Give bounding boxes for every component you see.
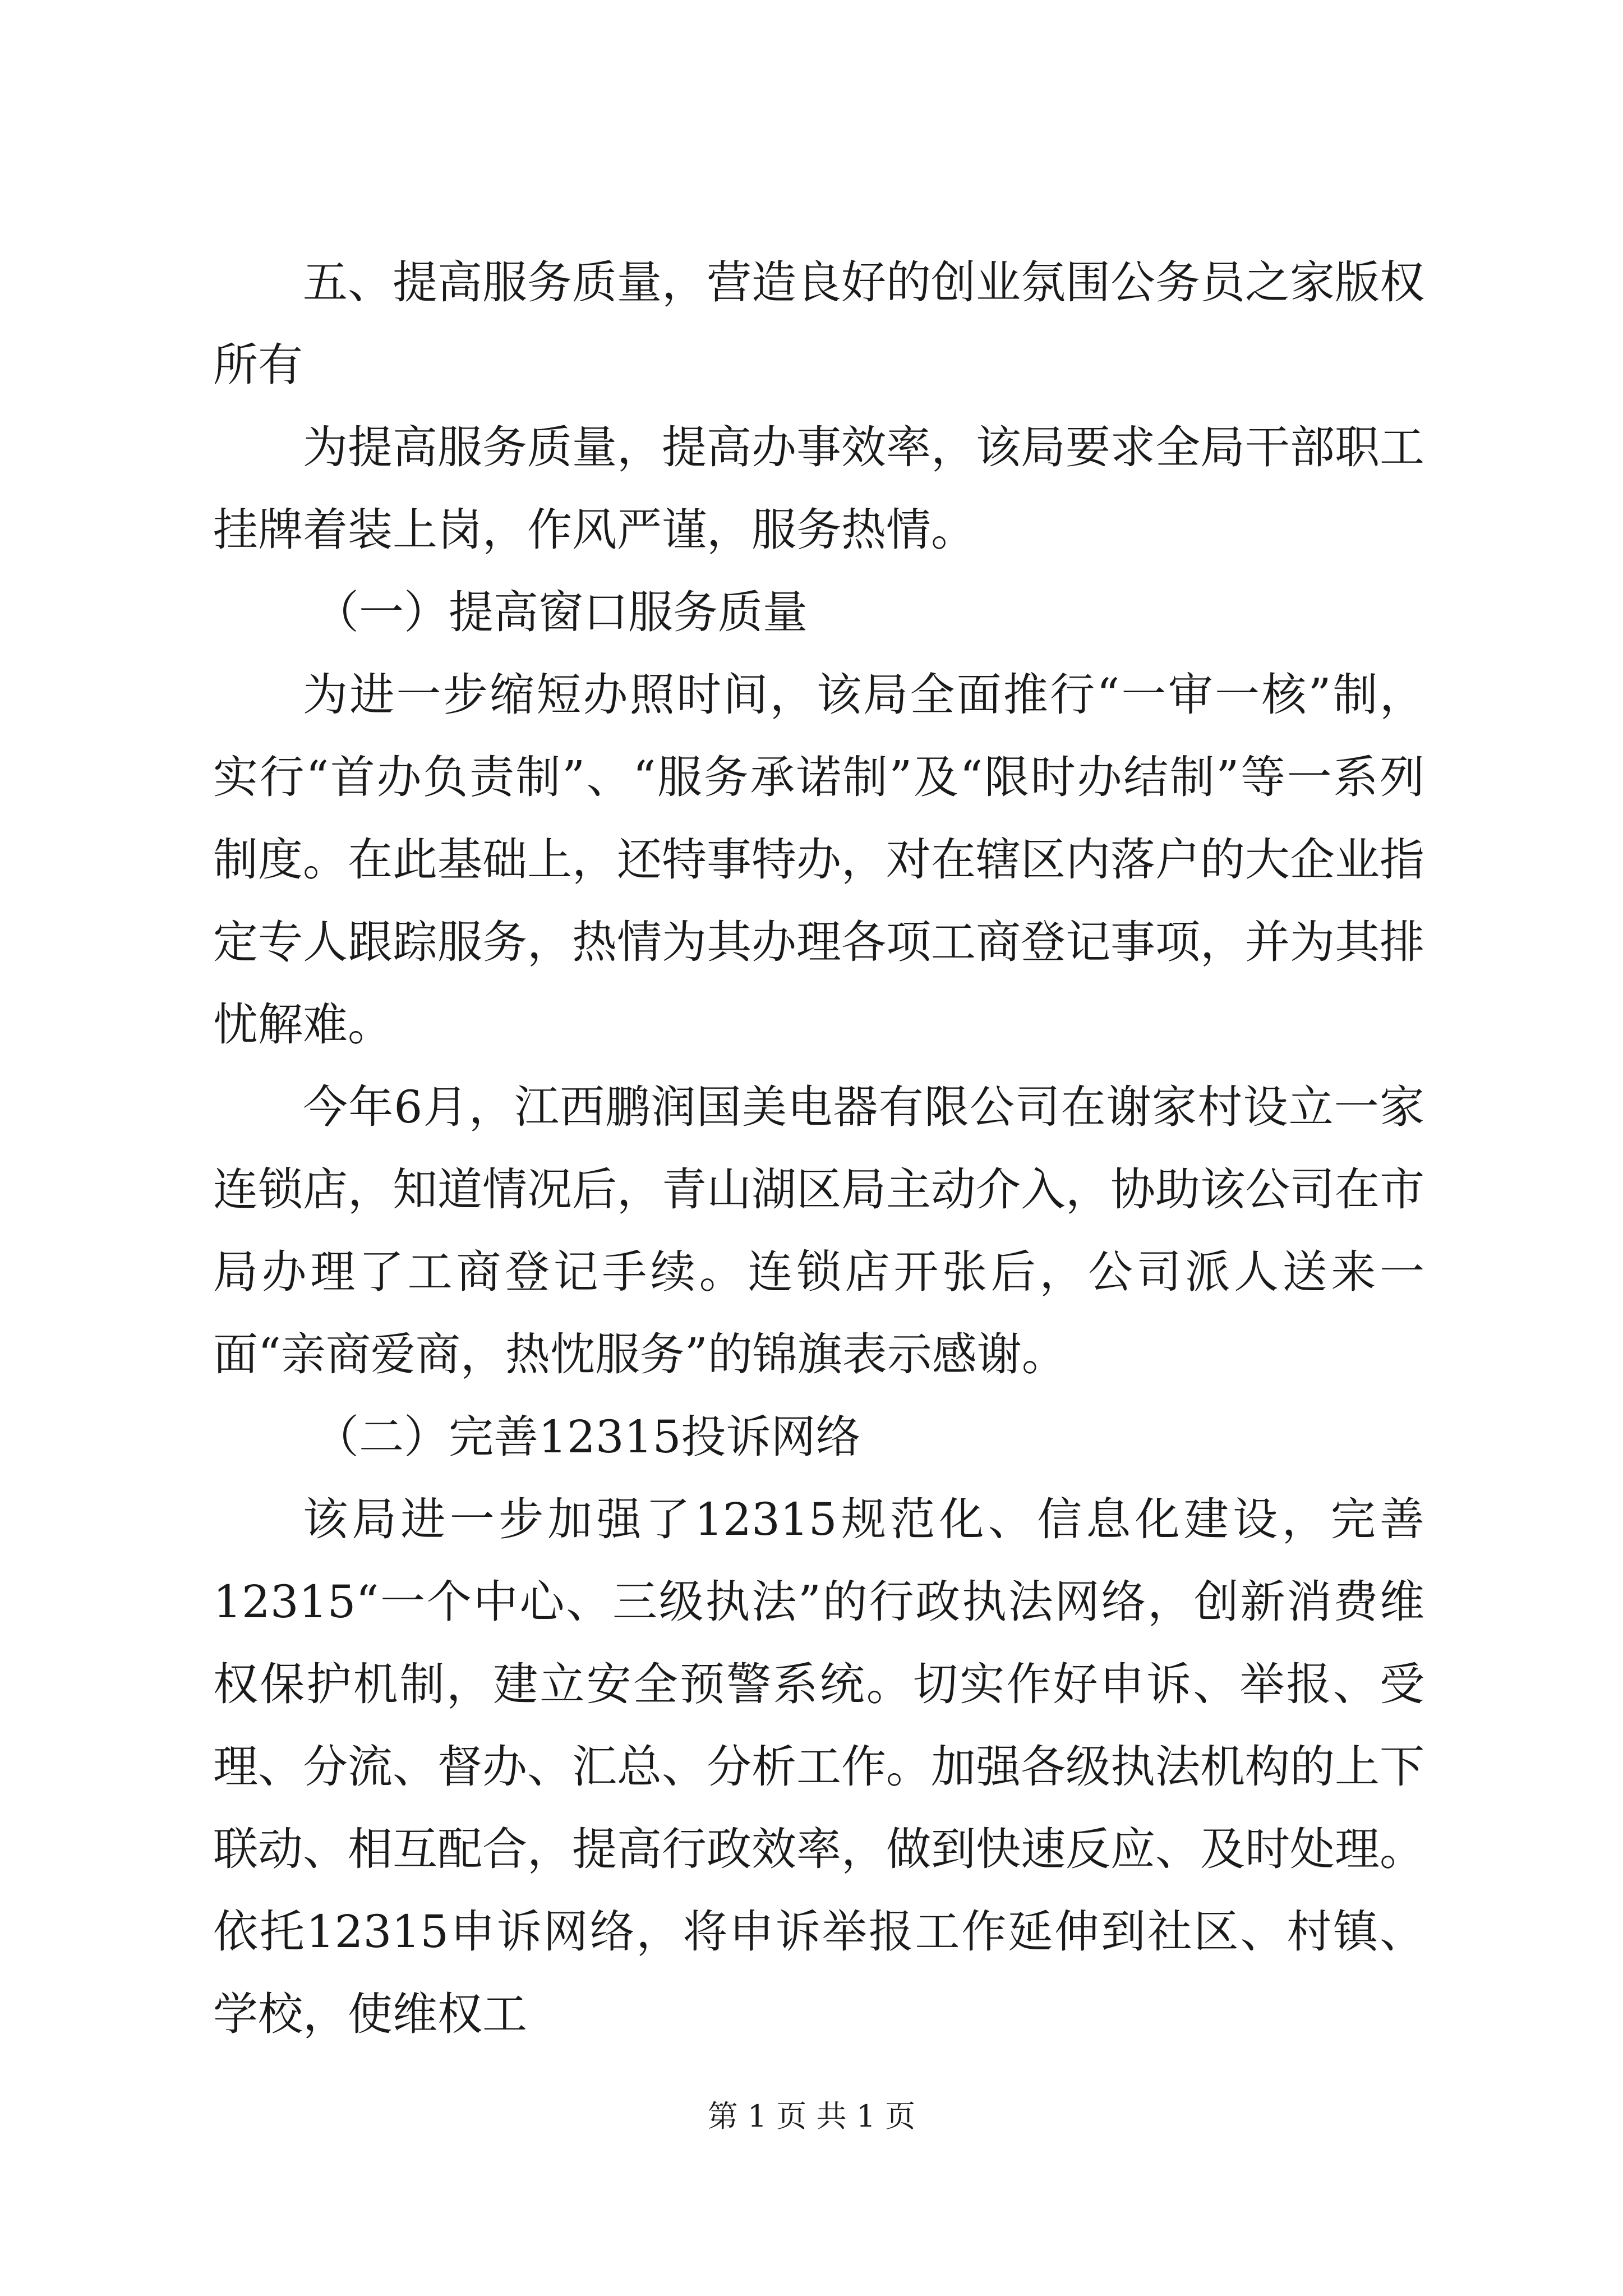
- subheading-window-service: （一）提高窗口服务质量: [314, 586, 808, 638]
- document-body: [213, 241, 1424, 2055]
- paragraph-example: 今年6月，江西鹏润国美电器有限公司在谢家村设立一家连锁店，知道情况后，青山湖区局主动介入，协助该公司在市局办理了工商登记手续。连锁店开张后，公司派人送来一面“亲商爱商，热忱服务”的锦旗表示感谢。: [213, 1081, 1424, 1381]
- section-heading: 五、提高服务质量，营造良好的创业氛围公务员之家版权所有: [213, 256, 1424, 391]
- paragraph-intro: 为提高服务质量，提高办事效率，该局要求全局干部职工挂牌着装上岗，作风严谨，服务热情。: [213, 421, 1424, 556]
- subheading-complaint-network: （二）完善12315投诉网络: [314, 1411, 861, 1463]
- paragraph-window-service: 为进一步缩短办照时间，该局全面推行“一审一核”制，实行“首办负责制”、“服务承诺制”及“限时办结制”等一系列制度。在此基础上，还特事特办，对在辖区内落户的大企业指定专人跟踪服务，热情为其办理各项工商登记事项，并为其排忧解难。: [213, 669, 1424, 1051]
- page-footer: 第 1 页 共 1 页: [707, 2099, 916, 2134]
- paragraph-complaint-network: 该局进一步加强了12315规范化、信息化建设，完善12315“一个中心、三级执法”的行政执法网络，创新消费维权保护机制，建立安全预警系统。切实作好申诉、举报、受理、分流、督办、汇总、分析工作。加强各级执法机构的上下联动、相互配合，提高行政效率，做到快速反应、及时处理。依托12315申诉网络，将申诉举报工作延伸到社区、村镇、学校，使维权工: [213, 1493, 1424, 2040]
